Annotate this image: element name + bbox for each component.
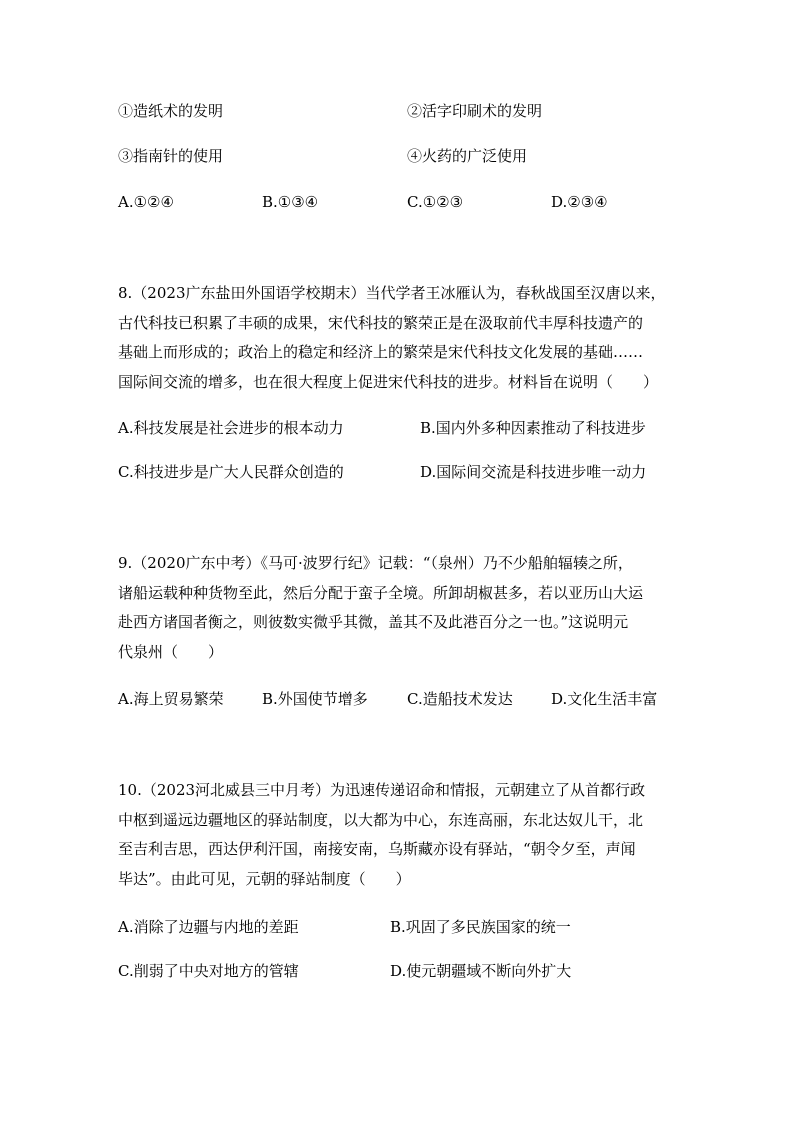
q8-stem-line: 8.（2023广东盐田外国语学校期末）当代学者王冰雁认为，春秋战国至汉唐以来， [118, 284, 666, 302]
q8-option-c[interactable]: C.科技进步是广大人民群众创造的 [118, 463, 344, 481]
q7-option-a[interactable]: A.①②④ [118, 193, 174, 211]
q10-stem-line: 至吉利吉思，西达伊利汗国，南接安南，乌斯藏亦设有驿站，“朝令夕至，声闻 [118, 840, 636, 859]
q7-option-c[interactable]: C.①②③ [407, 193, 464, 211]
q10-stem-line: 10.（2023河北威县三中月考）为迅速传递诏命和情报，元朝建立了从首都行政 [118, 781, 646, 799]
q7-item-3: ③指南针的使用 [118, 147, 224, 165]
q9-option-d[interactable]: D.文化生活丰富 [551, 690, 658, 708]
q9-option-a[interactable]: A.海上贸易繁荣 [118, 690, 224, 708]
q7-option-d[interactable]: D.②③④ [551, 193, 608, 211]
q8-stem-line: 国际间交流的增多，也在很大程度上促进宋代科技的进步。材料旨在说明（ ） [118, 372, 659, 391]
q9-option-b[interactable]: B.外国使节增多 [262, 690, 368, 708]
q8-option-d[interactable]: D.国际间交流是科技进步唯一动力 [420, 463, 647, 481]
q9-option-c[interactable]: C.造船技术发达 [407, 690, 513, 708]
q8-stem-line: 古代科技已积累了丰硕的成果，宋代科技的繁荣正是在汲取前代丰厚科技遗产的 [118, 313, 644, 332]
q10-option-c[interactable]: C.削弱了中央对地方的管辖 [118, 962, 299, 980]
q10-option-d[interactable]: D.使元朝疆域不断向外扩大 [390, 962, 572, 980]
q10-option-b[interactable]: B.巩固了多民族国家的统一 [390, 918, 571, 936]
q10-stem-line: 中枢到遥远边疆地区的驿站制度，以大都为中心，东连高丽，东北达奴儿干，北 [118, 810, 644, 829]
q8-option-b[interactable]: B.国内外多种因素推动了科技进步 [420, 419, 646, 437]
q10-stem-line: 毕达”。由此可见，元朝的驿站制度（ ） [118, 869, 411, 888]
q9-stem-line: 9.（2020广东中考）《马可·波罗行纪》记载：“（泉州）乃不少船舶辐辏之所， [118, 554, 633, 572]
q8-option-a[interactable]: A.科技发展是社会进步的根本动力 [118, 419, 344, 437]
q8-stem [118, 283, 678, 392]
q10-option-a[interactable]: A.消除了边疆与内地的差距 [118, 918, 299, 936]
q9-stem-line: 代泉州（ ） [118, 642, 224, 661]
q7-item-1: ①造纸术的发明 [118, 102, 224, 120]
q7-option-b[interactable]: B.①③④ [262, 193, 319, 211]
q9-stem [118, 553, 678, 662]
q7-item-4: ④火药的广泛使用 [407, 147, 528, 165]
q10-stem [118, 780, 678, 889]
q7-item-2: ②活字印刷术的发明 [407, 102, 543, 120]
q8-stem-line: 基础上而形成的；政治上的稳定和经济上的繁荣是宋代科技文化发展的基础…… [118, 343, 644, 362]
q9-stem-line: 诸船运载种种货物至此，然后分配于蛮子全境。所卸胡椒甚多，若以亚历山大运 [118, 583, 644, 602]
q9-stem-line: 赴西方诸国者衡之，则彼数实微乎其微，盖其不及此港百分之一也。”这说明元 [118, 613, 629, 632]
